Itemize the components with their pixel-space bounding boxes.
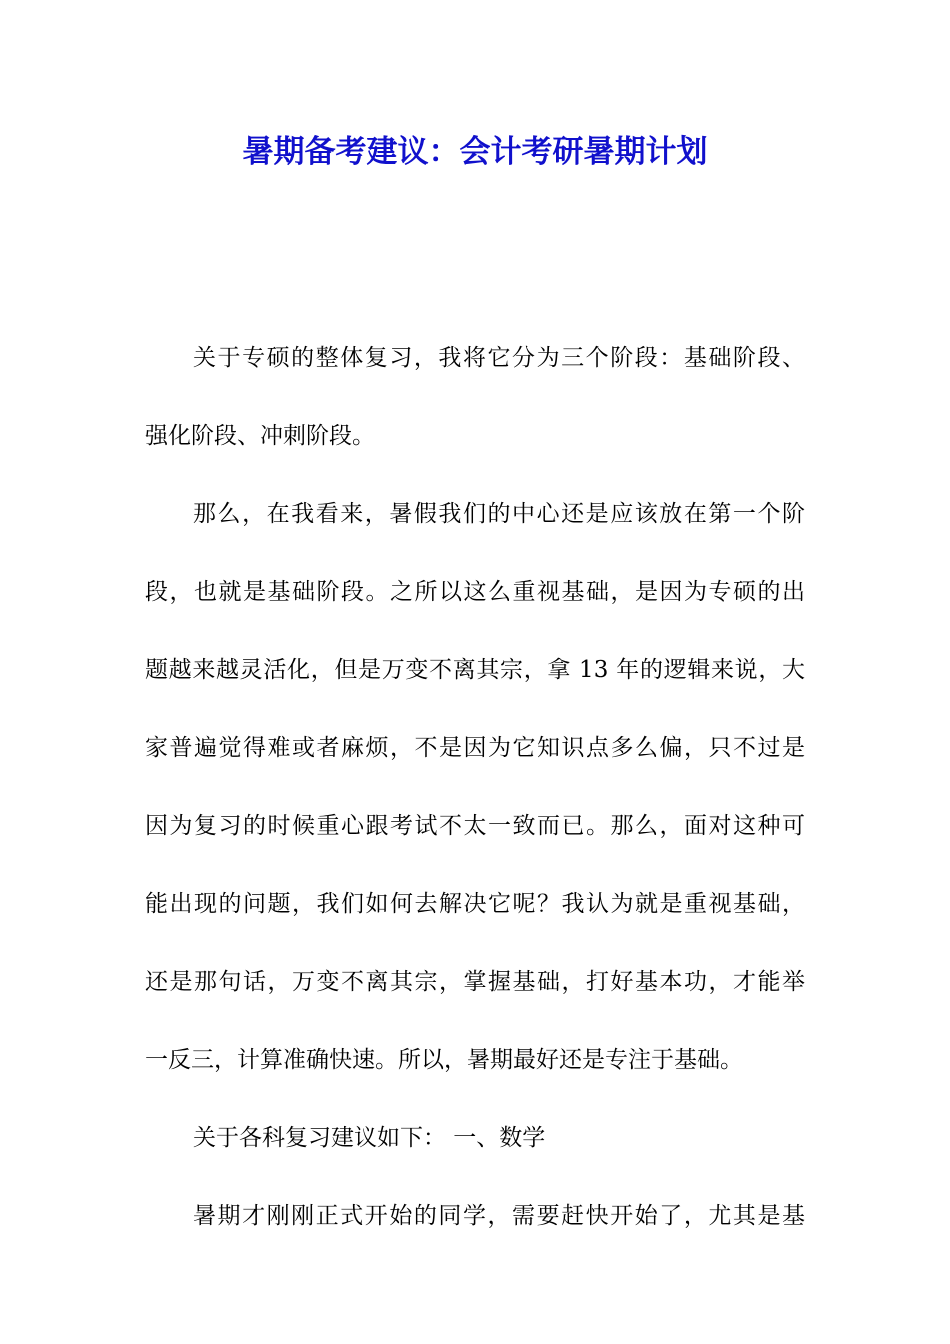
text-line: 暑期才刚刚正式开始的同学，需要赶快开始了，尤其是基 <box>193 1203 805 1229</box>
text-line: 一反三，计算准确快速。所以，暑期最好还是专注于基础。 <box>145 1047 743 1073</box>
text-line: 关于专硕的整体复习，我将它分为三个阶段：基础阶段、 <box>193 345 805 371</box>
text-line: 段，也就是基础阶段。之所以这么重视基础，是因为专硕的出 <box>145 579 805 605</box>
paragraph-2 <box>145 494 805 1080</box>
document-title: 暑期备考建议：会计考研暑期计划 <box>242 134 708 170</box>
text-line: 题越来越灵活化，但是万变不离其宗，拿 13 年的逻辑来说，大 <box>145 657 805 683</box>
paragraph-4 <box>145 1196 805 1236</box>
text-line: 能出现的问题，我们如何去解决它呢？我认为就是重视基础， <box>145 891 805 917</box>
text-line: 强化阶段、冲刺阶段。 <box>145 423 375 449</box>
text-line: 那么，在我看来，暑假我们的中心还是应该放在第一个阶 <box>193 501 805 527</box>
text-line: 还是那句话，万变不离其宗，掌握基础，打好基本功，才能举 <box>145 969 805 995</box>
paragraph-1 <box>145 338 805 456</box>
text-line: 关于各科复习建议如下： 一、数学 <box>193 1125 546 1151</box>
text-line: 因为复习的时候重心跟考试不太一致而已。那么，面对这种可 <box>145 813 805 839</box>
text-line: 家普遍觉得难或者麻烦，不是因为它知识点多么偏，只不过是 <box>145 735 805 761</box>
document-body <box>145 338 805 1274</box>
paragraph-3 <box>145 1118 805 1158</box>
